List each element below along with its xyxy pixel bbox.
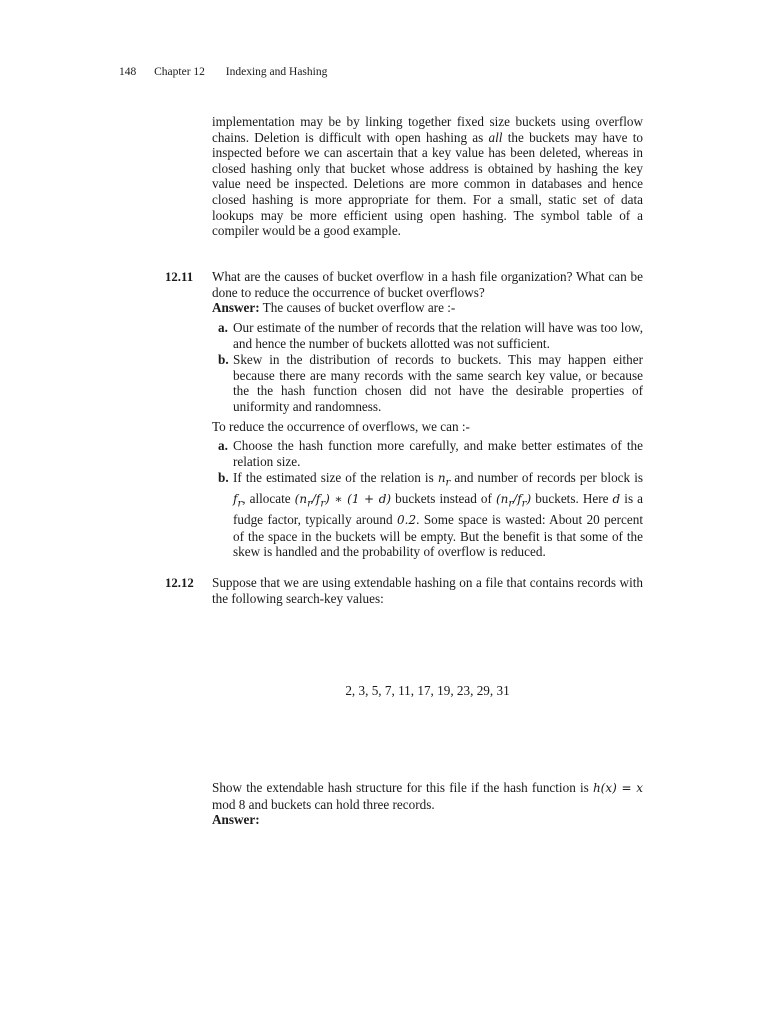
item-text: Choose the hash function more carefully, and make better estimates of the relation size. [233, 438, 643, 469]
math-allocation: $(n_r/f_r)$ ∗ (1 + d) [294, 491, 392, 510]
cause-item-a [218, 320, 643, 351]
item-label: b. [218, 470, 229, 485]
item-text: Our estimate of the number of records that the relation will have was too low, and hence the number of buckets allotted was not sufficient. [233, 320, 643, 351]
question-text: What are the causes of bucket overflow in a hash file organization? What can be done to reduce the occurrence of bucket overflows? [212, 269, 643, 300]
chapter-label: Chapter 12 [154, 66, 205, 78]
hash-function-math: h(x) = x [592, 781, 644, 795]
problem-number-12-12: 12.12 [165, 576, 194, 590]
problem-number-12-11: 12.11 [165, 270, 194, 284]
reduce-intro: To reduce the occurrence of overflows, we can :- [212, 419, 470, 434]
chapter-title: Indexing and Hashing [225, 66, 328, 78]
remedy-item-b [218, 470, 643, 560]
intro-paragraph [212, 114, 643, 239]
math-nr: $n_r$ [437, 471, 451, 489]
problem-12-12-question: Suppose that we are using extendable hashing on a file that contains records with the following search-key values: [212, 575, 643, 606]
math-fr: $f_r$ [233, 491, 243, 510]
intro-text-2: the buckets may have to inspected before we can ascertain that a key value has been deleted, whereas in closed hashing only that bucket whose address is obtained by hashing the key value need be inspected. Deletions are more common in databases and hence closed hashing is more appropriate for them. For a small, static set of data lookups may be more efficient using open hashing. The symbol table of a compiler would be a good example. [212, 129, 643, 239]
answer-label: Answer: [212, 812, 260, 828]
page-number: 148 [119, 66, 137, 78]
search-key-values: 2, 3, 5, 7, 11, 17, 19, 23, 29, 31 [345, 683, 510, 698]
answer-intro: The causes of bucket overflow are :- [259, 300, 456, 316]
problem-12-12-followup: Show the extendable hash structure for this file if the hash function is h(x) = x mod 8 and buckets can hold three records. Answer: [212, 780, 644, 828]
page-header [119, 66, 327, 78]
item-text: Skew in the distribution of records to buckets. This may happen either because there are many records with the same search key value, or because the the hash function chosen did not have the desirable properties of uniformity and randomness. [233, 352, 643, 414]
math-fudge-value: 0.2 [397, 512, 417, 527]
problem-12-11-question [212, 269, 643, 316]
item-text: If the estimated size of the relation is $n_r$ and number of records per block is $f_r$, allocate $(n_r/f_r)$ ∗ (1 + d) buckets instead of $(n_r/f_r)$ buckets. Here d is a fudge factor, typically around 0.2. Some space is wasted: About 20 percent of the space in the buckets will be empty. But the benefit is that some of the skew is handled and the probability of overflow is reduced. [233, 470, 644, 560]
remedy-item-a [218, 438, 643, 469]
math-d: d [612, 491, 621, 506]
item-label: b. [218, 352, 229, 367]
item-label: a. [218, 438, 228, 453]
intro-text-1: implementation may be by linking together fixed size buckets using overflow chains. Deletion is difficult with open hashing as [212, 114, 643, 145]
item-label: a. [218, 320, 228, 335]
cause-item-b [218, 352, 643, 414]
intro-emphasis: all [488, 129, 503, 145]
answer-label: Answer: [212, 300, 260, 316]
math-default-allocation: $(n_r/f_r)$ [495, 491, 532, 510]
